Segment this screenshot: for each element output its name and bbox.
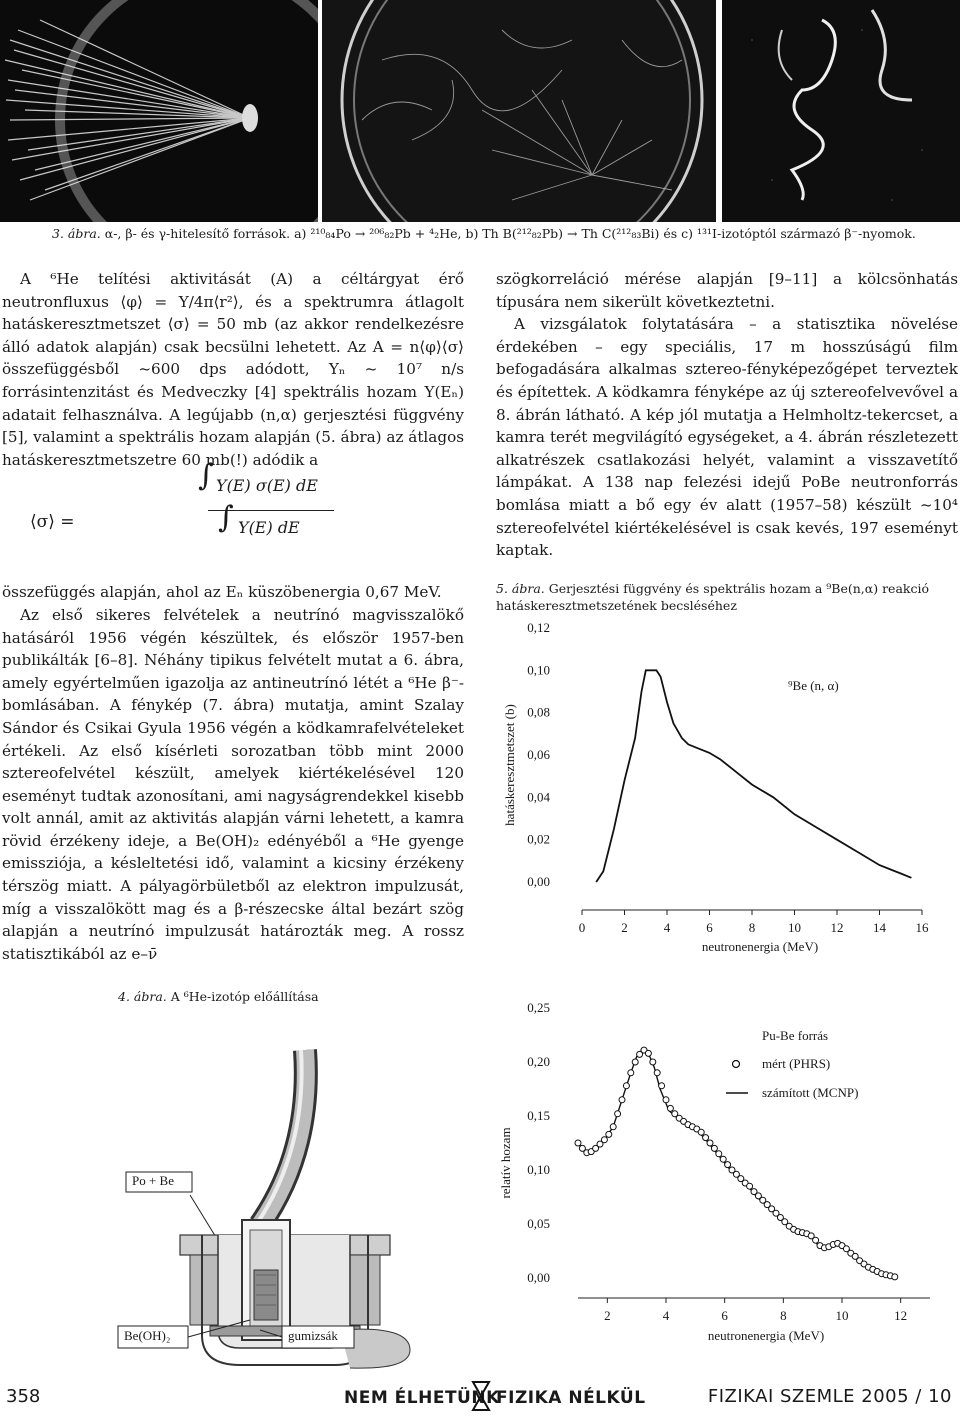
x-tick-label: 12	[830, 920, 844, 935]
excitation-function-chart	[490, 610, 960, 970]
legend-marker-measured	[733, 1061, 740, 1068]
journal-title-left: NEM ÉLHETÜNK	[344, 1388, 500, 1408]
figure3-photo-b	[322, 0, 716, 222]
measured-point	[747, 1183, 753, 1189]
x-tick-label: 14	[873, 920, 886, 935]
sigma-formula	[2, 458, 464, 581]
y-tick-label: 0,10	[527, 1162, 550, 1177]
formula-denominator: Y(E) dE	[238, 518, 300, 538]
integral-icon: ∫	[218, 500, 234, 536]
measured-point	[813, 1237, 819, 1243]
measured-point	[663, 1097, 669, 1103]
x-tick-label: 8	[780, 1308, 787, 1323]
y-tick-label: 0,05	[527, 1216, 550, 1231]
y-tick-label: 0,20	[527, 1054, 550, 1069]
label-be-oh2: Be(OH)₂	[124, 1328, 171, 1343]
label-po-be: Po + Be	[132, 1173, 175, 1188]
left-column	[2, 268, 464, 965]
y-tick-label: 0,15	[527, 1108, 550, 1123]
x-tick-label: 16	[915, 920, 929, 935]
measured-point	[698, 1129, 704, 1135]
figure3-caption	[52, 226, 952, 241]
x-tick-label: 2	[621, 920, 628, 935]
y-axis-label: relatív hozam	[498, 1127, 513, 1199]
y-tick-label: 0,00	[527, 874, 550, 889]
y-tick-label: 0,08	[527, 704, 550, 720]
legend-label-measured: mért (PHRS)	[762, 1056, 831, 1071]
measured-point	[711, 1145, 717, 1151]
x-tick-label: 4	[663, 920, 671, 935]
integral-icon: ∫	[198, 458, 214, 494]
label-gumizsak: gumizsák	[288, 1328, 338, 1343]
measured-point	[610, 1124, 616, 1130]
measured-point	[606, 1131, 612, 1137]
x-tick-label: 6	[721, 1308, 728, 1323]
formula-numerator: Y(E) σ(E) dE	[216, 476, 318, 496]
x-tick-label: 12	[894, 1308, 908, 1323]
measured-point	[667, 1105, 673, 1111]
measured-point	[716, 1151, 722, 1157]
figure3-photo-c	[722, 0, 960, 222]
legend-title: Pu-Be forrás	[762, 1028, 829, 1043]
measured-point	[619, 1097, 625, 1103]
figure4-caption-label: 4. ábra.	[118, 989, 167, 1004]
x-axis-label: neutronenergia (MeV)	[707, 1328, 825, 1343]
measured-point	[659, 1083, 665, 1089]
spectral-yield-chart	[490, 990, 960, 1375]
right-column	[496, 268, 958, 562]
hourglass-logo-icon	[470, 1380, 492, 1412]
measured-point	[601, 1137, 607, 1143]
y-tick-label: 0,25	[527, 1000, 550, 1015]
iodine-beta-tracks-image	[722, 0, 960, 222]
measured-point	[632, 1059, 638, 1065]
right-paragraph-1: szögkorreláció mérése alapján [9–11] a kölcsönhatás típusára nem sikerült következtetni.	[496, 270, 958, 311]
beta-tracks-image	[322, 0, 716, 222]
figure5-caption-label: 5. ábra.	[496, 581, 545, 596]
measured-point	[892, 1274, 898, 1280]
left-paragraph-1: A ⁶He telítési aktivitását (A) a céltárgyat érő neutronfluxus ⟨φ⟩ = Y/4π⟨r²⟩, és a spektrumra átlagolt hatáskeresztmetszet ⟨σ⟩ = 50 mb (az akkor rendelkezésre álló adatok alapján) csak becsülni lehetett. Az A = n⟨φ⟩⟨σ⟩ összefüggésből ~600 dps adódott, Yₙ ~ 10⁷ n/s forrásintenzitást és Medveczky [4] spektrális hozam Y(Eₙ) adatait felhasználva. A legújabb (n,α) gerjesztési függvény [5], valamint a spektrális hozam alapján (5. ábra) az átlagos hatáskeresztmetszetre 60 mb(!) adódik a	[2, 270, 465, 469]
y-tick-label: 0,10	[527, 662, 550, 678]
y-tick-label: 0,04	[527, 789, 550, 805]
figure5-caption-text: Gerjesztési függvény és spektrális hozam a ⁹Be(n,α) reakció hatáskeresztmetszetének becsléséhez	[496, 581, 929, 613]
figure5-caption	[496, 580, 958, 614]
figure4-caption	[118, 988, 418, 1005]
x-tick-label: 8	[748, 920, 756, 935]
measured-point	[650, 1059, 656, 1065]
formula-lhs: ⟨σ⟩ =	[30, 512, 75, 533]
figure3-caption-label: 3. ábra.	[52, 226, 101, 241]
x-tick-label: 0	[578, 920, 586, 935]
x-tick-label: 10	[788, 920, 801, 935]
measured-point	[615, 1111, 621, 1117]
legend-label-calculated: számított (MCNP)	[762, 1085, 859, 1100]
measured-point	[654, 1070, 660, 1076]
x-tick-label: 10	[835, 1308, 849, 1323]
figure3-caption-text: α-, β- és γ-hitelesítő források. a) ²¹⁰₈₄Po → ²⁰⁶₈₂Pb + ⁴₂He, b) Th B(²¹²₈₂Pb) → Th C(²¹²₈₃Bi) és c) ¹³¹I-izotóptól származó β⁻-nyomok.	[104, 226, 916, 241]
figure4-drawing	[110, 1030, 470, 1375]
journal-title-right: FIZIKA NÉLKÜL	[496, 1388, 646, 1408]
measured-point	[575, 1140, 581, 1146]
figure4-caption-text: A ⁶He-izotóp előállítása	[170, 989, 319, 1004]
measured-point	[628, 1070, 634, 1076]
x-axis-label: neutronenergia (MeV)	[701, 939, 819, 954]
y-tick-label: 0,12	[527, 620, 550, 635]
measured-point	[720, 1156, 726, 1162]
reaction-annotation: ⁹Be (n, α)	[788, 678, 839, 693]
measured-point	[703, 1135, 709, 1141]
excitation-curve	[596, 670, 911, 882]
x-tick-label: 4	[662, 1308, 670, 1323]
right-paragraph-2: A vizsgálatok folytatására – a statisztika növelése érdekében – egy speciális, 17 m hosszúságú film befogadására alkalmas sztereo-fényképezőgépet terveztek és építettek. A ködkamra fényképe az új sztereofelvevővel a 8. ábrán látható. A kép jól mutatja a Helmholtz-tekercset, a kamra terét megvilágító egységeket, a 4. ábrán részletezett alkatrészek csatlakozási helyét, valamint a visszavetítő lámpákat. A 138 nap felezési idejű PoBe neutronforrás bomlása miatt a bő egy év alatt (1957–58) készült ~10⁴ sztereofelvétel kiértékelésével is csak kevés, 197 eseményt kaptak.	[496, 315, 958, 560]
y-axis-label: hatáskeresztmetszet (b)	[502, 704, 517, 826]
x-tick-label: 2	[604, 1308, 611, 1323]
left-paragraph-3: Az első sikeres felvételek a neutrínó magvisszalökő hatásáról 1956 végén készültek, és először 1957-ben publikálták [6–8]. Néhány tipikus felvételt mutat a 6. ábra, amely egyértelműen igazolja az antineutrínó létét a ⁶He β⁻-bomlásában. A fénykép (7. ábra) mutatja, amint Szalay Sándor és Csikai Gyula 1956 végén a ködkamrafelvételeket értékeli. Az első kísérleti sorozatban több mint 2000 sztereofelvétel készült, amelyek kiértékelésével 120 eseményt tudtak azonosítani, ami nagyságrendekkel kisebb volt annál, amit az aktivitás alapján várni lehetett, a kamra rövid érzékeny ideje, a Be(OH)₂ edényéből a ⁶He gyenge emissziója, a késleltetési idő, valamint a kicsiny érzékeny térszög miatt. A pályagörbületből az elektron impulzusát, míg a visszalökött mag és a β-részecske által bezárt szög alapján a neutrínó impulzusát határozták meg. A rossz statisztikából az e–ν̄	[2, 605, 464, 963]
page-number: 358	[6, 1386, 41, 1407]
alpha-tracks-image	[0, 0, 318, 222]
y-tick-label: 0,06	[527, 747, 550, 762]
measured-point	[623, 1083, 629, 1089]
left-paragraph-2: összefüggés alapján, ahol az Eₙ küszöbenergia 0,67 MeV.	[2, 583, 442, 602]
y-tick-label: 0,00	[527, 1270, 550, 1285]
y-tick-label: 0,02	[527, 831, 550, 847]
measured-point	[725, 1162, 731, 1168]
figure3-photo-a	[0, 0, 318, 222]
x-tick-label: 6	[706, 920, 713, 935]
measured-point	[707, 1140, 713, 1146]
measured-point	[645, 1050, 651, 1056]
journal-issue: FIZIKAI SZEMLE 2005 / 10	[707, 1386, 952, 1407]
page-footer	[0, 1378, 960, 1414]
